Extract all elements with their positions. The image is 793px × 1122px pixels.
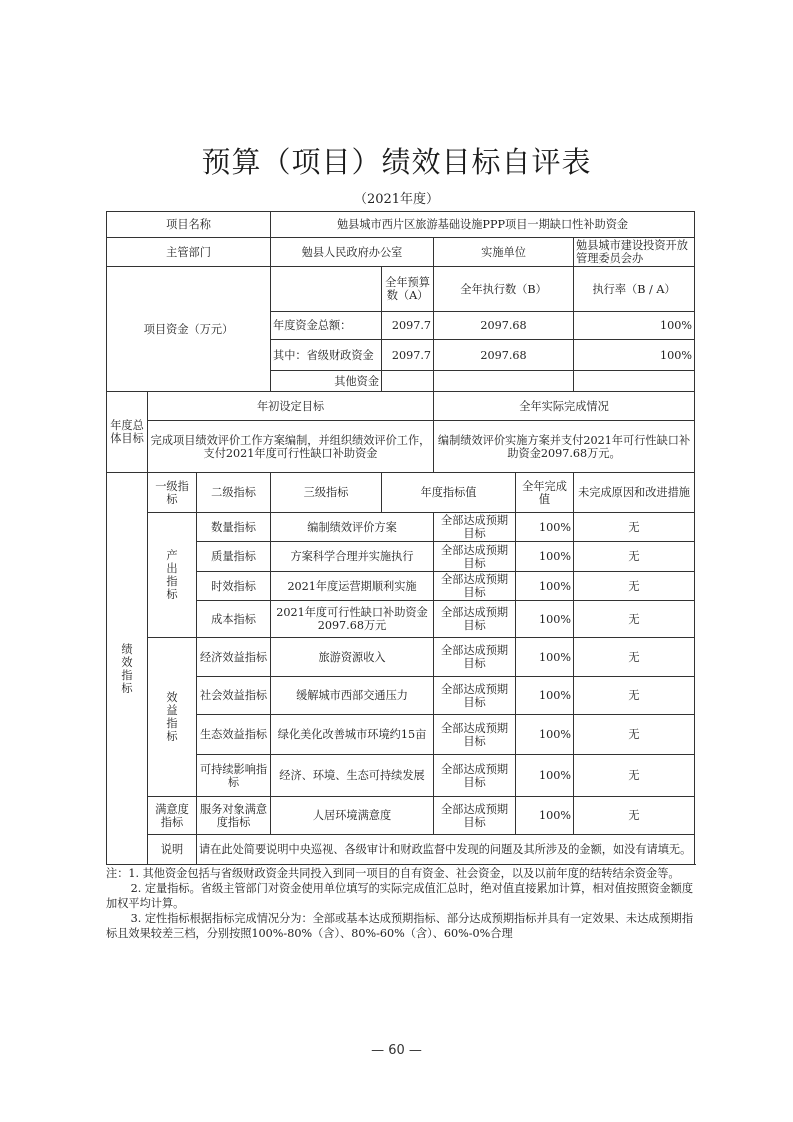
row-reason: 无: [574, 638, 695, 677]
row-done: 100%: [516, 677, 574, 715]
funds-row-label: 年度资金总额：: [271, 312, 382, 340]
row-reason: 无: [574, 572, 695, 601]
row-done: 100%: [516, 601, 574, 638]
row-l2: 经济效益指标: [197, 638, 271, 677]
row-reason: 无: [574, 677, 695, 715]
row-done: 100%: [516, 755, 574, 797]
funds-label: 项目资金（万元）: [107, 267, 271, 392]
group-satisfaction: 满意度指标: [148, 797, 197, 835]
row-done: 100%: [516, 572, 574, 601]
remark-label: 说明: [148, 835, 197, 865]
remark-text: 请在此处简要说明中央巡视、各级审计和财政监督中发现的问题及其所涉及的金额，如没有请填无。: [197, 835, 695, 865]
row-l3: 绿化美化改善城市环境约15亩: [271, 715, 434, 755]
impl-value: 勉县城市建设投资开放管理委员会办: [574, 238, 695, 267]
row-reason: 无: [574, 513, 695, 542]
row-l2: 社会效益指标: [197, 677, 271, 715]
indicators-label: 绩效指标: [107, 473, 148, 865]
funds-row-rate: [574, 371, 695, 392]
row-l2: 可持续影响指标: [197, 755, 271, 797]
page-subtitle: （2021年度）: [353, 192, 440, 207]
funds-row-exec: 2097.68: [434, 340, 574, 371]
dept-value: 勉县人民政府办公室: [271, 238, 434, 267]
footnote-3: 3. 定性指标根据指标完成情况分为：全部或基本达成预期指标、部分达成预期指标并具有一定效果、未达成预期指标且效果较差三档，分别按照100%-80%（含）、80%-60%（含）、60%-0%合理: [106, 912, 694, 940]
goals-actual-header: 全年实际完成情况: [434, 392, 695, 421]
funds-col-exec: 全年执行数（B）: [434, 267, 574, 312]
row-l3: 2021年度运营期顺利实施: [271, 572, 434, 601]
project-name-label: 项目名称: [107, 212, 271, 238]
row-done: 100%: [516, 797, 574, 835]
funds-header-blank: [271, 267, 382, 312]
header-target: 年度指标值: [382, 473, 516, 513]
funds-row-exec: [434, 371, 574, 392]
evaluation-table: [106, 211, 695, 865]
row-target: 全部达成预期目标: [434, 638, 516, 677]
row-reason: 无: [574, 601, 695, 638]
funds-row-label: 其他资金: [271, 371, 382, 392]
dept-label: 主管部门: [107, 238, 271, 267]
row-reason: 无: [574, 755, 695, 797]
header-done: 全年完成值: [516, 473, 574, 513]
goals-actual: 编制绩效评价实施方案并支付2021年可行性缺口补助资金2097.68万元。: [434, 421, 695, 473]
funds-col-rate: 执行率（B / A）: [574, 267, 695, 312]
row-target: 全部达成预期目标: [434, 755, 516, 797]
funds-row-label: 其中：省级财政资金: [271, 340, 382, 371]
funds-col-budget: 全年预算数（A）: [382, 267, 434, 312]
row-done: 100%: [516, 542, 574, 572]
funds-row-budget: 2097.7: [382, 312, 434, 340]
goals-planned: 完成项目绩效评价工作方案编制，并组织绩效评价工作，支付2021年度可行性缺口补助资金: [148, 421, 434, 473]
row-target: 全部达成预期目标: [434, 572, 516, 601]
row-l2: 生态效益指标: [197, 715, 271, 755]
project-name-value: 勉县城市西片区旅游基础设施PPP项目一期缺口性补助资金: [271, 212, 695, 238]
row-l2: 服务对象满意度指标: [197, 797, 271, 835]
funds-row-exec: 2097.68: [434, 312, 574, 340]
row-l3: 2021年度可行性缺口补助资金2097.68万元: [271, 601, 434, 638]
row-l3: 方案科学合理并实施执行: [271, 542, 434, 572]
goals-planned-header: 年初设定目标: [148, 392, 434, 421]
row-done: 100%: [516, 513, 574, 542]
header-l3: 三级指标: [271, 473, 382, 513]
row-target: 全部达成预期目标: [434, 677, 516, 715]
footnote-2: 2. 定量指标。省级主管部门对资金使用单位填写的实际完成值汇总时，绝对值直接累加计算，相对值按照资金额度加权平均计算。: [106, 882, 694, 910]
row-done: 100%: [516, 715, 574, 755]
footnote-1: 注：1. 其他资金包括与省级财政资金共同投入到同一项目的自有资金、社会资金，以及以前年度的结转结余资金等。: [106, 867, 680, 880]
goals-label: 年度总体目标: [107, 392, 148, 473]
row-l3: 旅游资源收入: [271, 638, 434, 677]
header-l2: 二级指标: [197, 473, 271, 513]
row-reason: 无: [574, 542, 695, 572]
row-reason: 无: [574, 797, 695, 835]
row-target: 全部达成预期目标: [434, 715, 516, 755]
row-l3: 经济、环境、生态可持续发展: [271, 755, 434, 797]
funds-row-rate: 100%: [574, 312, 695, 340]
funds-row-budget: 2097.7: [382, 340, 434, 371]
row-target: 全部达成预期目标: [434, 797, 516, 835]
row-target: 全部达成预期目标: [434, 513, 516, 542]
header-l1: 一级指标: [148, 473, 197, 513]
row-l2: 质量指标: [197, 542, 271, 572]
row-target: 全部达成预期目标: [434, 542, 516, 572]
row-l3: 人居环境满意度: [271, 797, 434, 835]
row-target: 全部达成预期目标: [434, 601, 516, 638]
row-l2: 数量指标: [197, 513, 271, 542]
page-number: — 60 —: [371, 1043, 422, 1058]
funds-row-rate: 100%: [574, 340, 695, 371]
group-output: 产出指标: [148, 513, 197, 638]
row-l2: 时效指标: [197, 572, 271, 601]
header-reason: 未完成原因和改进措施: [574, 473, 695, 513]
row-done: 100%: [516, 638, 574, 677]
funds-row-budget: [382, 371, 434, 392]
row-l2: 成本指标: [197, 601, 271, 638]
row-l3: 缓解城市西部交通压力: [271, 677, 434, 715]
group-benefit: 效益指标: [148, 638, 197, 797]
page-title: 预算（项目）绩效目标自评表: [201, 145, 592, 179]
impl-label: 实施单位: [434, 238, 574, 267]
row-reason: 无: [574, 715, 695, 755]
row-l3: 编制绩效评价方案: [271, 513, 434, 542]
footnotes: [106, 866, 696, 941]
